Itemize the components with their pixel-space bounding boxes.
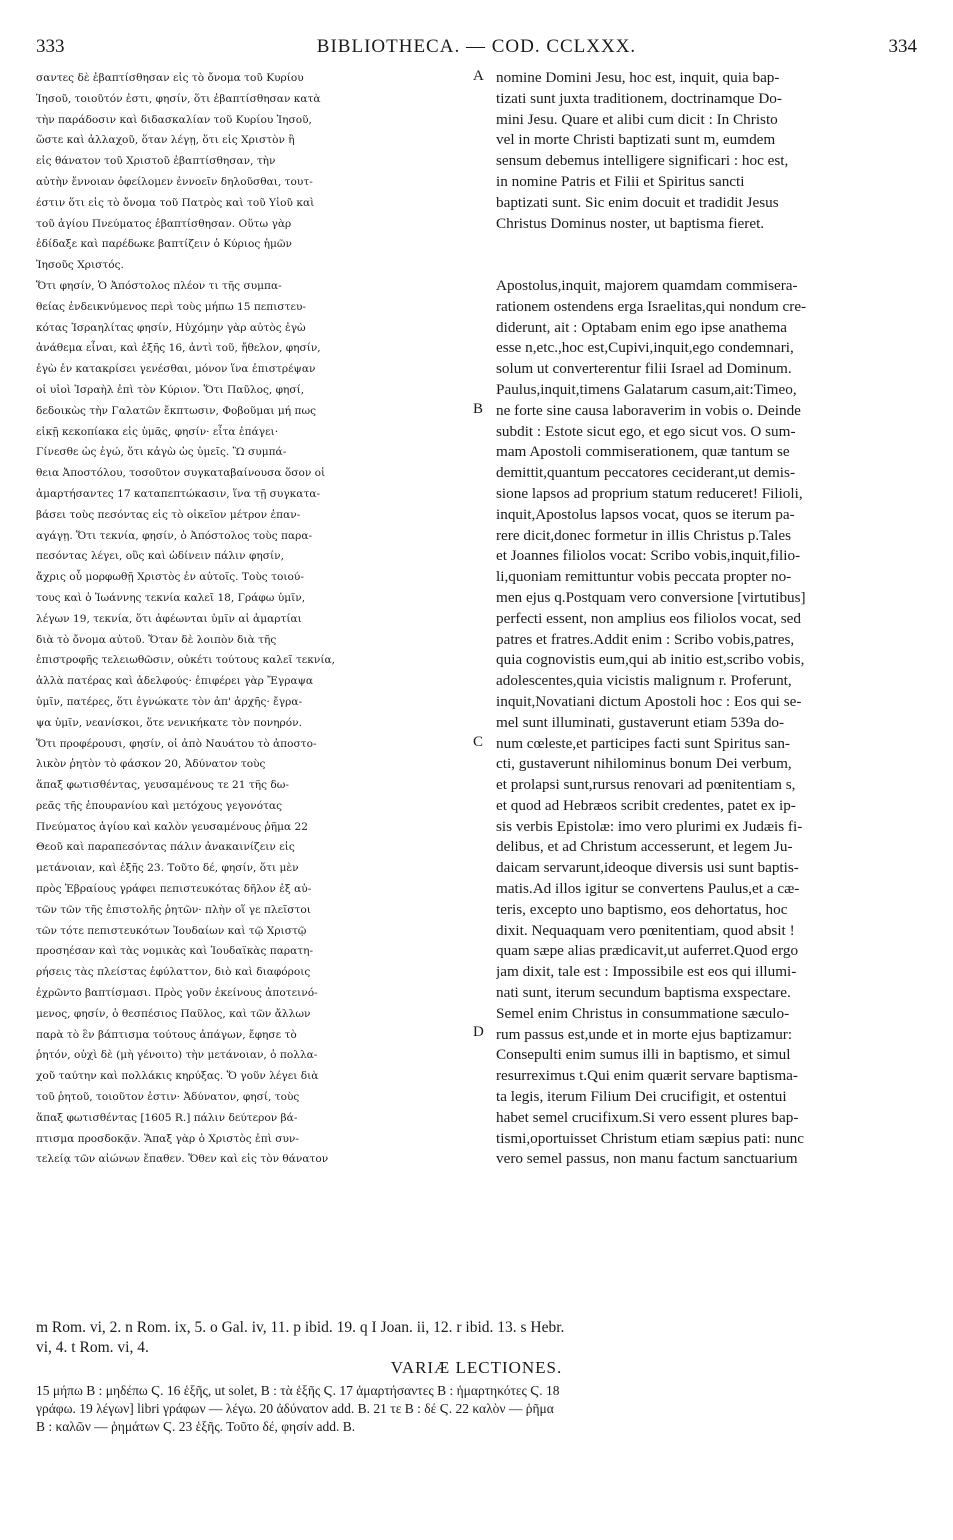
greek-text-line: θεια Ἀποστόλου, τοσοῦτον συγκαταβαίνουσα ὅσον οἱ xyxy=(36,467,326,480)
latin-text-line: Semel enim Christus in consummatione sæculo- xyxy=(496,1004,790,1022)
greek-text-line: αγάγῃ. Ὅτι τεκνία, φησίν, ὁ Ἀπόστολος τοὺς παρα- xyxy=(36,529,313,542)
greek-text-line: Ὅτι φησίν, Ὁ Ἀπόστολος πλέον τι τῆς συμπα- xyxy=(36,279,282,292)
latin-text-line: diderunt, ait : Optabam enim ego ipse anathema xyxy=(496,318,788,336)
latin-text-line: li,quoniam remittuntur vobis peccata propter no- xyxy=(496,568,792,586)
latin-text-line: in nomine Patris et Filii et Spiritus sancti xyxy=(496,172,745,190)
greek-text-line: οἱ υἱοὶ Ἰσραὴλ ἐπὶ τὸν Κύριον. Ὅτι Παῦλος, φησί, xyxy=(36,383,305,396)
greek-text-line: ἀνάθεμα εἶναι, καὶ ἑξῆς 16, ἀντὶ τοῦ, ἤθελον, φησίν, xyxy=(36,342,321,355)
footnote-line: m Rom. vi, 2. n Rom. ix, 5. o Gal. iv, 11. p ibid. 19. q I Joan. ii, 12. r ibid. 13. s Hebr. xyxy=(36,1319,565,1336)
greek-text-line: λικὸν ῥητὸν τὸ φάσκον 20, Ἀδύνατον τοὺς xyxy=(36,758,266,771)
latin-text-line: tizati sunt juxta traditionem, doctrinamque Do- xyxy=(496,89,782,107)
latin-text-line: jam dixit, tale est : Impossibile est eos qui illumi- xyxy=(496,963,797,981)
latin-text-line: mam Apostoli commiserationem, quæ tantum se xyxy=(496,443,790,461)
variant-line: γράφω. 19 λέγων] libri γράφων — λέγω. 20 ἀδύνατον add. B. 21 τε B : δέ Ϛ. 22 καλὸν — ῥῆμα xyxy=(36,1401,554,1416)
latin-text-line: solum ut converterentur filii Israel ad Dominum. xyxy=(496,360,792,378)
greek-text-line: τῶν τότε πεπιστευκότων Ἰουδαίων καὶ τῷ Χριστῷ xyxy=(36,924,307,937)
latin-text-line: quia cognovistis eum,qui ab initio est,scribo vobis, xyxy=(496,651,805,669)
variant-line: B : καλῶν — ῥημάτων Ϛ. 23 ἑξῆς. Τοῦτο δέ, φησίν add. B. xyxy=(36,1419,356,1434)
latin-text-line: teris, excepto uno baptismo, eos dehortatus, hoc xyxy=(496,900,788,918)
latin-text-line: rationem ostendens erga Israelitas,qui nondum cre- xyxy=(496,297,807,315)
greek-text-line: πτισμα προσδοκᾷν. Ἅπαξ γὰρ ὁ Χριστὸς ἐπὶ συν- xyxy=(36,1132,299,1145)
latin-column xyxy=(496,68,920,1170)
greek-text-line: ἀλλὰ πατέρας καὶ ἀδελφούς· ἐπιφέρει γὰρ Ἔγραψα xyxy=(36,675,314,688)
greek-text-line: ἐχρῶντο βαπτίσμασι. Πρὸς γοῦν ἐκείνους ἀποτεινό- xyxy=(36,987,318,1000)
greek-text-line: ὑμῖν, πατέρες, ὅτι ἐγνώκατε τὸν ἀπ' ἀρχῆς· ἔγρα- xyxy=(36,695,303,708)
latin-text-line: Paulus,inquit,timens Galatarum casum,ait:Timeo, xyxy=(496,380,797,398)
latin-text-line: adolescentes,quia vicistis malignum r. Proferunt, xyxy=(496,672,792,690)
latin-text-line: subdit : Estote sicut ego, et ego sicut vos. O sum- xyxy=(496,422,796,440)
latin-text-line: tismi,oportuisset Christum etiam sæpius pati: nunc xyxy=(496,1129,804,1147)
latin-text-line: habet semel crucifixum.Si vero essent plures bap- xyxy=(496,1108,799,1126)
greek-text-line: έστιν ὅτι εἰς τὸ ὄνομα τοῦ Πατρὸς καὶ τοῦ Υἱοῦ καὶ xyxy=(36,196,315,209)
greek-text-line: ἐγὼ ἐν κατακρίσει γενέσθαι, μόνον ἵνα ἐπιστρέψαν xyxy=(36,363,316,376)
latin-text-line: mel sunt illuminati, gustaverunt etiam 539a do- xyxy=(496,713,785,731)
latin-text-line: men ejus q.Postquam vero conversione [virtutibus] xyxy=(496,588,806,606)
greek-text-line: βάσει τοὺς πεσόντας εἰς τὸ οἰκεῖον μέτρον ἐπαν- xyxy=(36,508,301,521)
greek-text-line: ἐδίδαξε καὶ παρέδωκε βαπτίζειν ὁ Κύριος ἡμῶν xyxy=(36,238,292,251)
greek-text-line: ἁμαρτήσαντες 17 καταπεπτώκασιν, ἵνα τῇ συγκατα- xyxy=(36,487,321,500)
greek-text-line: Ὅτι προφέρουσι, φησίν, οἱ ἀπὸ Ναυάτου τὸ ἀποστο- xyxy=(36,737,317,750)
latin-text-line: sensum debemus intelligere significari : hoc est, xyxy=(496,152,789,170)
greek-text-line: ρήσεις τὰς πλείστας ἐφύλαττον, διὸ καὶ διαφόροις xyxy=(36,966,311,979)
greek-text-line: Ἰησοῦ, τοιοῦτόν ἐστι, φησίν, ὅτι ἐβαπτίσθησαν κατὰ xyxy=(36,92,321,105)
greek-text-line: Ἰησοῦς Χριστός. xyxy=(36,259,124,272)
latin-text-line: delibus, et ad Christum accesserunt, et legem Ju- xyxy=(496,838,793,856)
latin-text-line: baptizati sunt. Sic enim docuit et tradidit Jesus xyxy=(496,193,779,211)
margin-letter-c: C xyxy=(473,734,484,750)
latin-text-line: mini Jesu. Quare et alibi cum dicit : In Christo xyxy=(496,110,778,128)
greek-text-line: σαντες δὲ ἐβαπτίσθησαν εἰς τὸ ὄνομα τοῦ Κυρίου xyxy=(36,72,304,84)
variae-lectiones-title: VARIÆ LECTIONES. xyxy=(390,1358,563,1377)
latin-text-line: nati sunt, iterum secundum baptisma exspectare. xyxy=(496,984,791,1002)
latin-text-line: inquit,Novatiani dictum Apostoli hoc : Eos qui se- xyxy=(496,692,802,710)
variae-lectiones xyxy=(36,1382,917,1436)
latin-text-line: rere dicit,donec formetur in illis Christus p.Tales xyxy=(496,526,792,544)
latin-text-line: dixit. Nequaquam vero pœnitentiam, quod absit ! xyxy=(496,921,795,939)
greek-text-line: αὐτὴν ἔννοιαν ὀφείλομεν ἐννοεῖν δηλοῦσθαι, τουτ- xyxy=(36,175,313,188)
greek-text-line: τελείᾳ τῶν αἰώνων ἔπαθεν. Ὅθεν καὶ εἰς τὸν θάνατον xyxy=(36,1153,329,1166)
greek-text-line: κότας Ἰσραηλίτας φησίν, Ηὐχόμην γὰρ αὐτὸς ἐγὼ xyxy=(36,321,306,334)
latin-text-line: et Joannes filiolos vocat: Scribo vobis,inquit,filio- xyxy=(496,547,801,565)
greek-text-line: ἐπιστροφῆς τελειωθῶσιν, οὐκέτι τούτους καλεῖ τεκνία, xyxy=(36,654,336,667)
latin-text-line: demittit,quantum peccatores ceciderant,ut demis- xyxy=(496,464,795,482)
latin-text-line: esse n,etc.,hoc est,Cupivi,inquit,ego condemnari, xyxy=(496,339,794,357)
greek-text-line: ἅπαξ φωτισθέντας [1605 R.] πάλιν δεύτερον βά- xyxy=(36,1111,298,1124)
latin-text-line: ta legis, iterum Filium Dei crucifigit, et ostentui xyxy=(496,1088,787,1106)
latin-text-line xyxy=(496,255,920,276)
greek-text-line: θείας ἐνδεικνύμενος περὶ τοὺς μήπω 15 πεπιστευ- xyxy=(36,300,307,313)
greek-text-line: τὴν παράδοσιν καὶ διδασκαλίαν τοῦ Κυρίου Ἰησοῦ, xyxy=(36,113,312,126)
greek-text-line: μετάνοιαν, καὶ ἑξῆς 23. Τοῦτο δέ, φησίν, ὅτι μὲν xyxy=(36,862,299,875)
margin-letter-a: A xyxy=(473,68,484,84)
greek-text-line: διὰ τὸ ὄνομα αὐτοῦ. Ὅταν δὲ λοιπὸν διὰ τῆς xyxy=(36,633,277,646)
greek-text-line: τῶν τῶν τῆς ἐπιστολῆς ῥητῶν· πλὴν οἵ γε πλεῖστοι xyxy=(36,903,311,916)
greek-text-line: τους καὶ ὁ Ἰωάννης τεκνία καλεῖ 18, Γράφω ὑμῖν, xyxy=(36,591,306,604)
running-header xyxy=(36,36,917,64)
latin-text-line: resurreximus t.Qui enim quærit servare baptisma- xyxy=(496,1067,798,1085)
margin-letter-d: D xyxy=(473,1024,484,1040)
latin-text-line: ne forte sine causa laboraverim in vobis o. Deinde xyxy=(496,401,801,419)
latin-text-line: matis.Ad illos igitur se convertens Paulus,et a cæ- xyxy=(496,880,800,898)
greek-text-line: ψα ὑμῖν, νεανίσκοι, ὅτε νενικήκατε τὸν πονηρόν. xyxy=(36,716,302,729)
latin-text-line: Apostolus,inquit, majorem quamdam commisera- xyxy=(496,276,798,294)
greek-text-line: Πνεύματος ἁγίου καὶ καλὸν γευσαμένους ῥῆμα 22 xyxy=(36,820,309,833)
greek-text-line: ἅπαξ φωτισθέντας, γευσαμένους τε 21 τῆς δω- xyxy=(36,779,290,792)
latin-text-line: daicam servarunt,ideoque diversis usi sunt baptis- xyxy=(496,859,799,877)
page-number-right: 334 xyxy=(888,36,917,57)
page-number-left: 333 xyxy=(36,36,65,57)
running-title: BIBLIOTHECA. — COD. CCLXXX. xyxy=(316,36,637,57)
greek-text-line: μενος, φησίν, ὁ θεσπέσιος Παῦλος, καὶ τῶν ἄλλων xyxy=(36,1007,311,1020)
greek-text-line: εἰς θάνατον τοῦ Χριστοῦ ἐβαπτίσθησαν, τὴν xyxy=(36,155,276,168)
latin-text-line: sis verbis Epistolæ: imo vero plurimi ex Judæis fi- xyxy=(496,817,803,835)
greek-text-line: παρὰ τὸ ἓν βάπτισμα τούτους ἀπάγων, ἔφησε τὸ xyxy=(36,1028,297,1041)
latin-text-line: et quod ad Hebræos scribit credentes, patet ex ip- xyxy=(496,796,796,814)
greek-text-line: πρὸς Ἑβραίους γράφει πεπιστευκότας δῆλον ἐξ αὐ- xyxy=(36,883,312,896)
greek-text-line: ρεᾶς τῆς ἐπουρανίου καὶ μετόχους γεγονότας xyxy=(36,799,283,812)
latin-text-line: inquit,Apostolus lapsos vocat, quos se iterum pa- xyxy=(496,505,795,523)
latin-text-line: patres et fratres.Addit enim : Scribo vobis,patres, xyxy=(496,630,795,648)
latin-text-line: Consepulti enim sumus illi in baptismo, et simul xyxy=(496,1046,791,1064)
latin-text-line xyxy=(496,234,920,255)
latin-text-line: vel in morte Christi baptizati sunt m, eumdem xyxy=(496,131,776,149)
latin-text-line: cti, gustaverunt nihilominus bonum Dei verbum, xyxy=(496,755,792,773)
greek-text-line: Θεοῦ καὶ παραπεσόντας πάλιν ἀνακαινίζειν εἰς xyxy=(36,841,295,854)
greek-text-line: λέγων 19, τεκνία, ὅτι ἀφέωνται ὑμῖν αἱ ἁμαρτίαι xyxy=(36,612,302,625)
latin-text-line: num cœleste,et participes facti sunt Spiritus san- xyxy=(496,734,790,752)
margin-letter-b: B xyxy=(473,401,484,417)
greek-text-line: τοῦ ἁγίου Πνεύματος ἐβαπτίσθησαν. Οὕτω γὰρ xyxy=(36,217,292,230)
greek-text-line: δεδοικὼς τὴν Γαλατῶν ἔκπτωσιν, Φοβοῦμαι μή πως xyxy=(36,404,317,417)
latin-text-line: quam sæpe alias prædicavit,ut auferret.Quod ergo xyxy=(496,942,799,960)
latin-text-line: nomine Domini Jesu, hoc est, inquit, quia bap- xyxy=(496,69,780,86)
greek-text-line: χοῦ ταύτην καὶ πολλάκις κηρύξας. Ὅ γοῦν λέγει διὰ xyxy=(36,1070,319,1083)
greek-text-line: Γίνεσθε ὡς ἐγώ, ὅτι κἀγὼ ὡς ὑμεῖς. Ὢ συμπά- xyxy=(36,446,287,459)
footnote-line: vi, 4. t Rom. vi, 4. xyxy=(36,1339,149,1356)
latin-text-line: Christus Dominus noster, ut baptisma fieret. xyxy=(496,214,765,232)
greek-text-line: πεσόντας λέγει, οὓς καὶ ὠδίνειν πάλιν φησίν, xyxy=(36,550,284,563)
variant-line: 15 μήπω B : μηδέπω Ϛ. 16 ἑξῆς, ut solet, B : τὰ ἑξῆς Ϛ. 17 ἁμαρτήσαντες B : ἡμαρτηκότες Ϛ. 18 xyxy=(36,1383,560,1398)
latin-text-line: vero semel passus, non manu factum sanctuarium xyxy=(496,1150,798,1168)
latin-text-line: sione lapsos ad proprium statum reduceret! Filioli, xyxy=(496,484,803,502)
greek-text-line: ἄχρις οὗ μορφωθῇ Χριστὸς ἐν αὐτοῖς. Τοὺς τοιού- xyxy=(36,571,304,584)
footnotes xyxy=(36,1318,917,1358)
greek-text-line: προσηέσαν καὶ τὰς νομικὰς καὶ Ἰουδαϊκὰς παρατη- xyxy=(36,945,314,958)
greek-text-line: ὥστε καὶ ἀλλαχοῦ, ὅταν λέγῃ, ὅτι εἰς Χριστὸν ἢ xyxy=(36,134,295,147)
greek-text-line: ῥητόν, οὐχὶ δὲ (μὴ γένοιτο) τὴν μετάνοιαν, ὁ πολλα- xyxy=(36,1049,318,1062)
latin-text-line: perfecti essent, non amplius eos filiolos vocat, sed xyxy=(496,609,801,627)
greek-text-line: εἰκῇ κεκοπίακα εἰς ὑμᾶς, φησίν· εἶτα ἐπάγει· xyxy=(36,425,279,438)
latin-text-line: et prolapsi sunt,rursus renovari ad pœnitentiam s, xyxy=(496,776,796,794)
greek-column xyxy=(36,68,484,1170)
latin-text-line: rum passus est,unde et in morte ejus baptizamur: xyxy=(496,1025,793,1043)
greek-text-line: τοῦ ῥητοῦ, τοιοῦτον ἐστιν· Ἀδύνατον, φησί, τοὺς xyxy=(36,1091,300,1104)
